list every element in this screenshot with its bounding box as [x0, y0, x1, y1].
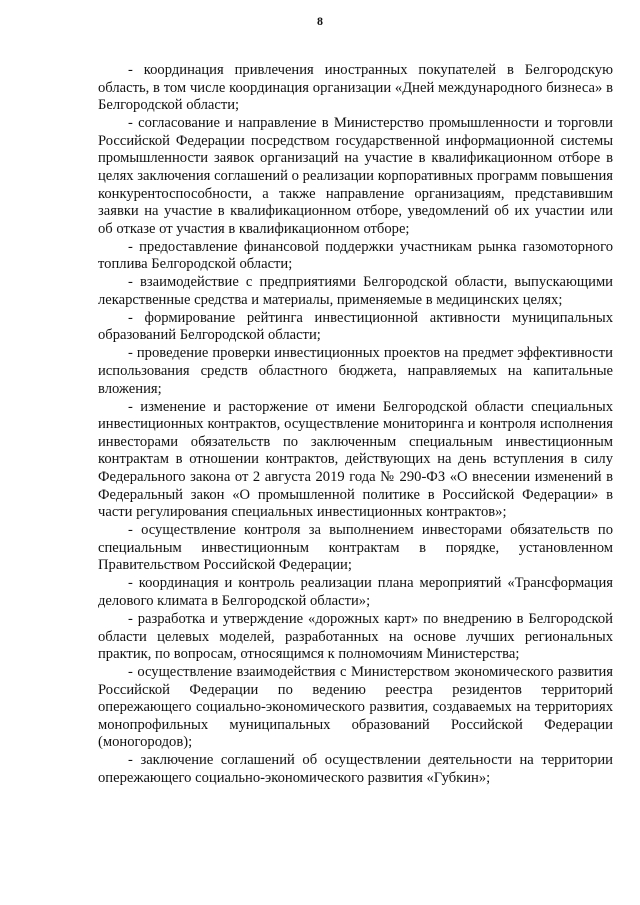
paragraph-gubkin-agreements: - заключение соглашений об осуществлении деятельности на территории опережающего социально-экономического развития «Губкин»; — [98, 752, 613, 787]
paragraph-project-verification: - проведение проверки инвестиционных проектов на предмет эффективности использования средств областного бюджета, направляемых на капитальные вложения; — [98, 345, 613, 397]
paragraph-qualification-selection: - согласование и направление в Министерство промышленности и торговли Российской Федерации посредством государственной информационной системы промышленности заявок организаций на участие в квалификационном отборе в целях заключения соглашений о реализации корпоративных программ повышения конкурентоспособности, а также направление организациям, представившим заявки на участие в квалификационном отборе, уведомлений об их участии или об отказе от участия в квалификационном отборе; — [98, 115, 613, 237]
paragraph-contract-control: - осуществление контроля за выполнением инвесторами обязательств по специальным инвестиционным контрактам в порядке, установленном Правительством Российской Федерации; — [98, 522, 613, 574]
paragraph-investment-rating: - формирование рейтинга инвестиционной активности муниципальных образований Белгородской области; — [98, 309, 613, 344]
paragraph-gas-fuel-support: - предоставление финансовой поддержки участникам рынка газомоторного топлива Белгородской области; — [98, 238, 613, 273]
paragraph-business-climate: - координация и контроль реализации плана мероприятий «Трансформация делового климата в Белгородской области»; — [98, 575, 613, 609]
paragraph-resident-registry: - осуществление взаимодействия с Министерством экономического развития Российской Федерации по ведению реестра резидентов территорий опережающего социально-экономического развития, создаваемых на территориях монопрофильных муниципальных образований Российской Федерации (моногородов); — [98, 664, 613, 751]
paragraph-pharma-enterprises: - взаимодействие с предприятиями Белгородской области, выпускающими лекарственные средства и материалы, применяемые в медицинских целях; — [98, 274, 613, 308]
document-body — [98, 62, 613, 788]
page-number: 8 — [317, 14, 323, 28]
paragraph-special-contracts-change: - изменение и расторжение от имени Белгородской области специальных инвестиционных контрактов, осуществление мониторинга и контроля исполнения инвесторами обязательств по заключенным специальным инвестиционным контрактам в отношении контрактов, действующих на день вступления в силу Федерального закона от 2 августа 2019 года № 290-ФЗ «О внесении изменений в Федеральный закон «О промышленной политике в Российской Федерации» в части регулирования специальных инвестиционных контрактов»; — [98, 398, 613, 521]
paragraph-foreign-buyers: - координация привлечения иностранных покупателей в Белгородскую область, в том числе координация организации «Дней международного бизнеса» в Белгородской области; — [98, 62, 613, 114]
paragraph-roadmaps: - разработка и утверждение «дорожных карт» по внедрению в Белгородской области целевых моделей, разработанных на основе лучших региональных практик, по вопросам, относящимся к полномочиям Министерства; — [98, 610, 613, 663]
